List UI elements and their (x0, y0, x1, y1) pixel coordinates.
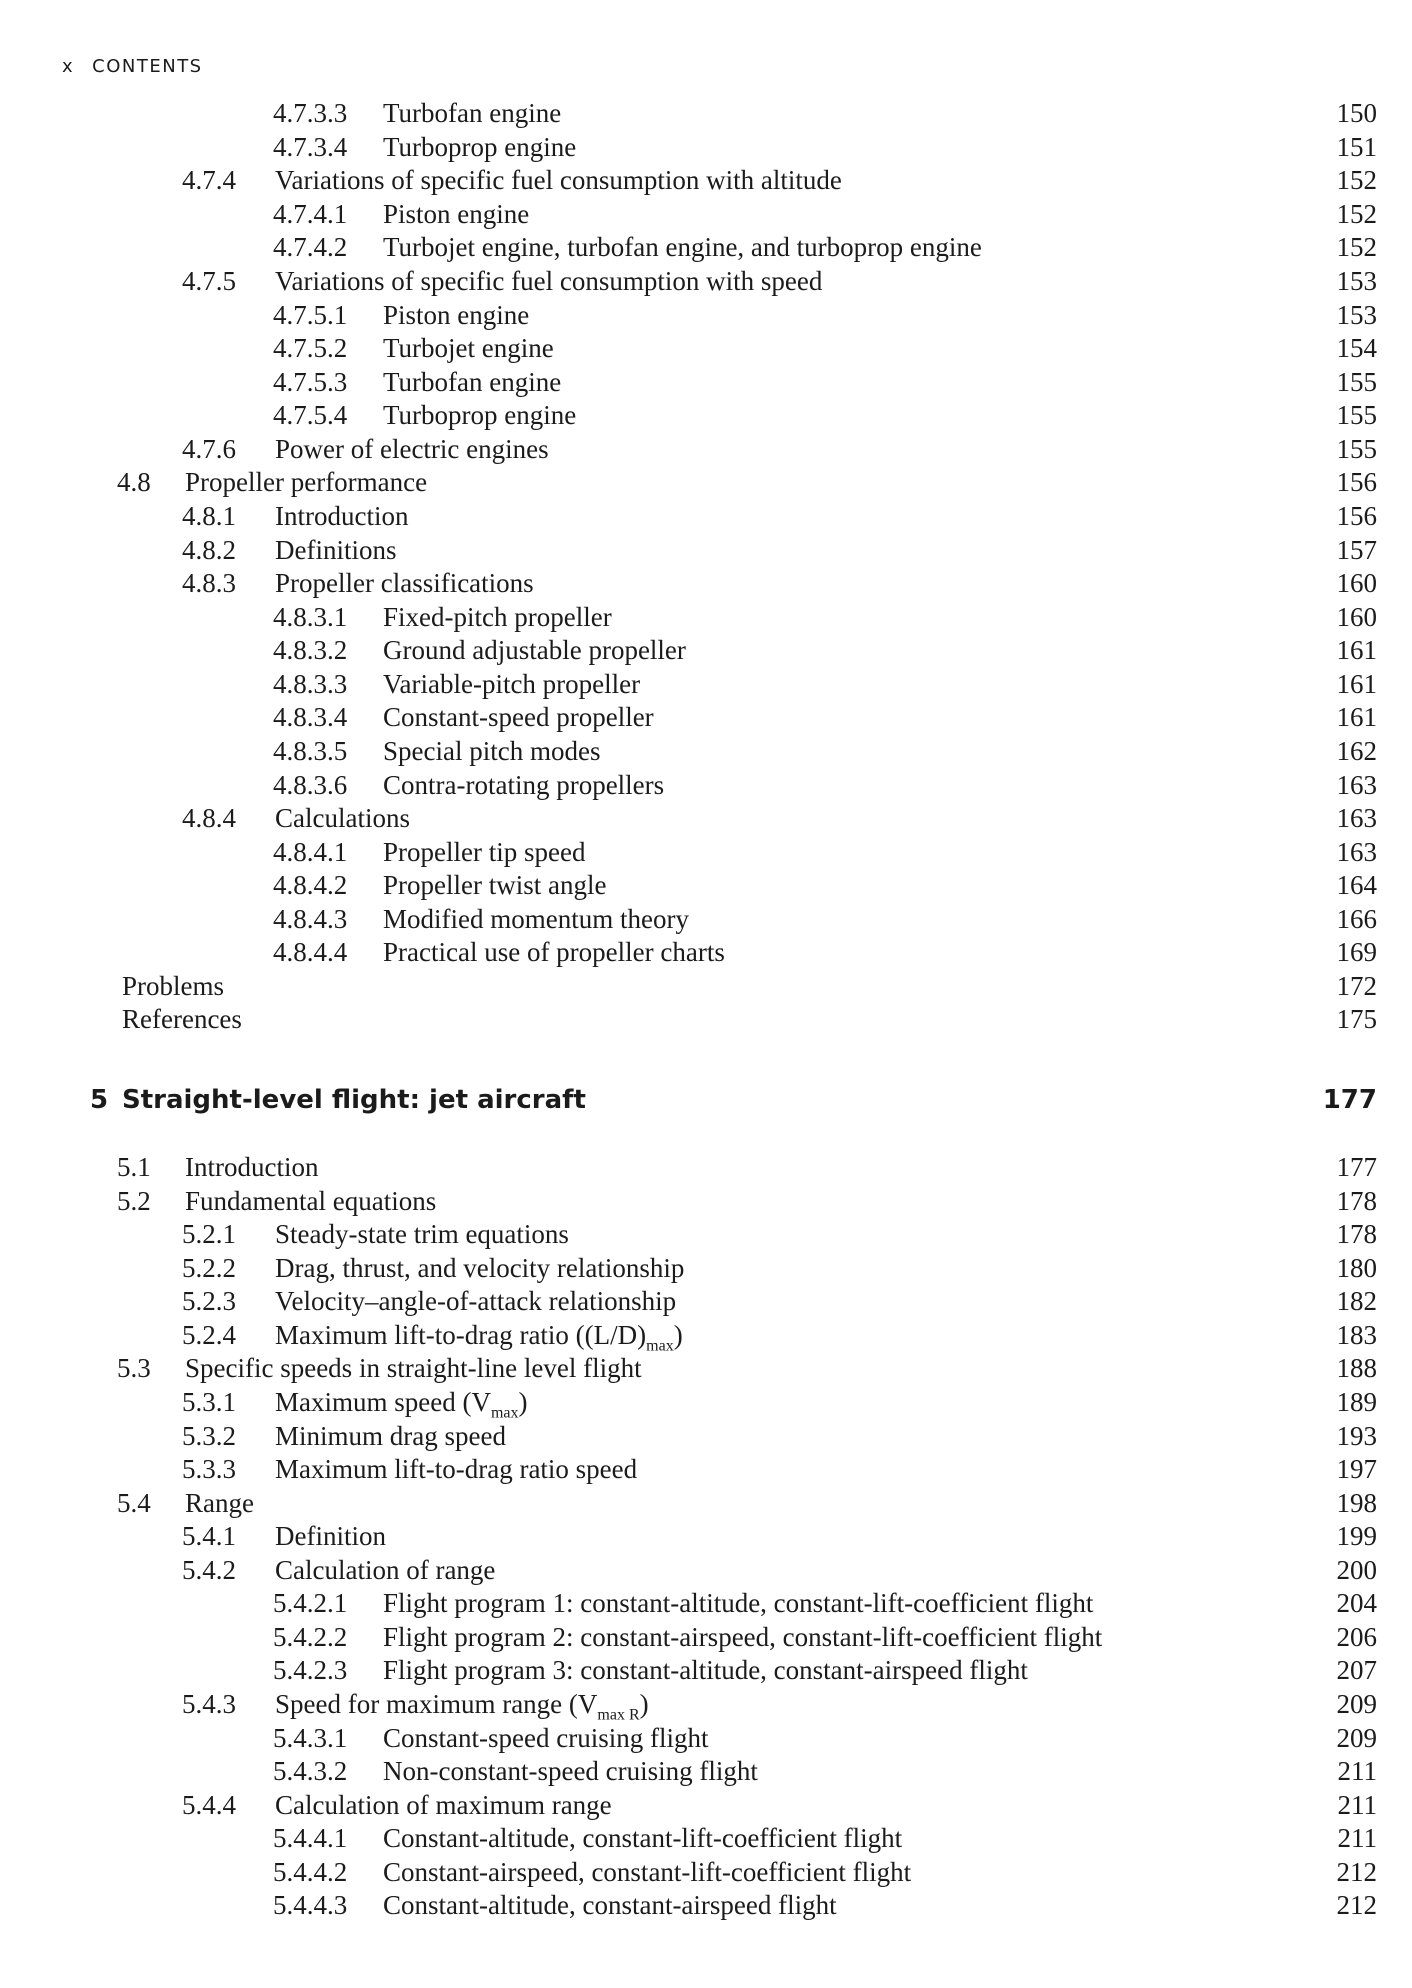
entry-number: 5.3.3 (182, 1454, 236, 1484)
entry-title: Minimum drag speed (275, 1421, 506, 1451)
entry-number: 5.3 (117, 1353, 151, 1383)
entry-number: 4.8.3.5 (273, 736, 348, 766)
entry-page-number: 199 (1336, 1521, 1377, 1551)
entry-page-number: 177 (1322, 1085, 1377, 1115)
entry-number: 4.8.3 (182, 568, 236, 598)
toc-entry (0, 734, 1412, 768)
entry-page-number: 155 (1336, 434, 1377, 464)
entry-title: Variable-pitch propeller (383, 669, 641, 699)
entry-title: Propeller performance (185, 467, 428, 497)
entry-title: Specific speeds in straight-line level flight (185, 1353, 642, 1383)
entry-title: Calculations (275, 803, 410, 833)
entry-page-number: 212 (1336, 1890, 1377, 1920)
entry-page-number: 150 (1336, 98, 1377, 128)
entry-page-number: 152 (1336, 199, 1377, 229)
entry-title: Propeller classifications (275, 568, 534, 598)
entry-title: Turbojet engine (383, 333, 554, 363)
toc-entry (0, 1788, 1412, 1822)
entry-title: Propeller tip speed (383, 837, 586, 867)
toc-entry (0, 1452, 1412, 1486)
toc-entry (0, 667, 1412, 701)
entry-page-number: 206 (1336, 1622, 1377, 1652)
entry-number: 5.3.1 (182, 1387, 236, 1417)
entry-title: Piston engine (383, 199, 530, 229)
toc-entry (0, 868, 1412, 902)
chapter-heading (0, 1083, 1412, 1117)
entry-number: 4.7.4.2 (273, 232, 348, 262)
entry-title: Maximum speed $(V_{max})$ (275, 1387, 528, 1422)
entry-number: 5.4.4.1 (273, 1823, 348, 1853)
entry-page-number: 152 (1336, 165, 1377, 195)
entry-title: Maximum lift-to-drag ratio $((L/D)_{max})$ (275, 1320, 683, 1355)
entry-number: 4.7.5.4 (273, 400, 348, 430)
entry-number: 5.4.3.1 (273, 1723, 348, 1753)
toc-entry (0, 935, 1412, 969)
entry-number: 5.4.2.1 (273, 1588, 348, 1618)
entry-title: Calculation of maximum range (275, 1790, 612, 1820)
entry-number: 4.7.4.1 (273, 199, 348, 229)
toc-entry (0, 1821, 1412, 1855)
entry-title: Special pitch modes (383, 736, 601, 766)
toc-entry (0, 1519, 1412, 1553)
entry-title: Contra-rotating propellers (383, 770, 665, 800)
entry-page-number: 207 (1336, 1655, 1377, 1685)
entry-number: 5.4.4.3 (273, 1890, 348, 1920)
entry-number: 5.3.2 (182, 1421, 236, 1451)
running-head-title: CONTENTS (92, 56, 203, 77)
entry-page-number: 154 (1336, 333, 1377, 363)
toc-entry (0, 633, 1412, 667)
entry-title: Range (185, 1488, 254, 1518)
entry-number: 4.8.2 (182, 535, 236, 565)
entry-number: 4.7.6 (182, 434, 236, 464)
entry-page-number: 189 (1336, 1387, 1377, 1417)
entry-number: 5.4.2 (182, 1555, 236, 1585)
toc-entry (0, 1721, 1412, 1755)
entry-page-number: 180 (1336, 1253, 1377, 1283)
toc-entry (0, 163, 1412, 197)
entry-title: Constant-altitude, constant-airspeed flight (383, 1890, 837, 1920)
entry-title: Speed for maximum range $(V_{max R})$ (275, 1689, 649, 1724)
entry-title: Calculation of range (275, 1555, 496, 1585)
entry-title: Introduction (275, 501, 409, 531)
entry-page-number: 156 (1336, 467, 1377, 497)
entry-number: 4.8 (117, 467, 151, 497)
entry-subscript: max (646, 1337, 674, 1355)
entry-number: 4.8.3.6 (273, 770, 348, 800)
entry-title: Straight-level flight: jet aircraft (122, 1085, 586, 1115)
toc-entry (0, 1486, 1412, 1520)
entry-page-number: 193 (1336, 1421, 1377, 1451)
toc-entry (0, 533, 1412, 567)
entry-number: 5.4 (117, 1488, 151, 1518)
entry-page-number: 163 (1336, 770, 1377, 800)
entry-number: 5.4.3 (182, 1689, 236, 1719)
entry-number: 5.2.2 (182, 1253, 236, 1283)
entry-page-number: 156 (1336, 501, 1377, 531)
entry-page-number: 153 (1336, 266, 1377, 296)
entry-page-number: 166 (1336, 904, 1377, 934)
entry-title: References (122, 1004, 242, 1034)
entry-number: 5.4.2.3 (273, 1655, 348, 1685)
entry-title: Flight program 2: constant-airspeed, constant-lift-coefficient flight (383, 1622, 1103, 1652)
entry-title: Turbojet engine, turbofan engine, and turboprop engine (383, 232, 982, 262)
entry-page-number: 153 (1336, 300, 1377, 330)
entry-number: 5.2.3 (182, 1286, 236, 1316)
toc-entry (0, 1754, 1412, 1788)
entry-page-number: 161 (1336, 635, 1377, 665)
entry-title: Fixed-pitch propeller (383, 602, 612, 632)
entry-number: 5.4.3.2 (273, 1756, 348, 1786)
entry-number: 5.2 (117, 1186, 151, 1216)
entry-number: 4.7.5.3 (273, 367, 348, 397)
entry-page-number: 200 (1336, 1555, 1377, 1585)
entry-number: 4.8.3.3 (273, 669, 348, 699)
entry-page-number: 164 (1336, 870, 1377, 900)
entry-page-number: 212 (1336, 1857, 1377, 1887)
entry-page-number: 162 (1336, 736, 1377, 766)
entry-number: 4.7.4 (182, 165, 236, 195)
entry-page-number: 178 (1336, 1186, 1377, 1216)
entry-title: Modified momentum theory (383, 904, 689, 934)
toc-entry (0, 801, 1412, 835)
entry-title: Fundamental equations (185, 1186, 437, 1216)
entry-title: Introduction (185, 1152, 319, 1182)
entry-title: Definition (275, 1521, 386, 1551)
entry-number: 5 (90, 1085, 109, 1115)
toc-entry (0, 432, 1412, 466)
toc-entry (0, 398, 1412, 432)
entry-title: Piston engine (383, 300, 530, 330)
entry-number: 4.8.3.4 (273, 702, 348, 732)
entry-number: 4.7.5.2 (273, 333, 348, 363)
entry-title: Turbofan engine (383, 367, 562, 397)
entry-subscript: max (490, 1404, 519, 1422)
entry-number: 4.8.4.1 (273, 837, 348, 867)
entry-title: Steady-state trim equations (275, 1219, 569, 1249)
toc-entry (0, 1620, 1412, 1654)
toc-entry (0, 298, 1412, 332)
entry-number: 5.4.1 (182, 1521, 236, 1551)
entry-page-number: 151 (1336, 132, 1377, 162)
entry-number: 4.7.5.1 (273, 300, 348, 330)
toc-entry (0, 96, 1412, 130)
entry-number: 4.8.4.2 (273, 870, 348, 900)
toc-entry (0, 835, 1412, 869)
entry-title: Variations of specific fuel consumption with altitude (275, 165, 842, 195)
entry-title: Practical use of propeller charts (383, 937, 725, 967)
entry-page-number: 183 (1336, 1320, 1377, 1350)
entry-title: Drag, thrust, and velocity relationship (275, 1253, 685, 1283)
toc-entry (0, 902, 1412, 936)
toc-entry (0, 130, 1412, 164)
toc-entry (0, 1002, 1412, 1036)
toc-entry (0, 1284, 1412, 1318)
entry-page-number: 188 (1336, 1353, 1377, 1383)
entry-number: 4.8.4.4 (273, 937, 348, 967)
toc-entry (0, 1855, 1412, 1889)
entry-number: 5.2.1 (182, 1219, 236, 1249)
entry-title: Constant-speed propeller (383, 702, 654, 732)
entry-number: 4.8.3.2 (273, 635, 348, 665)
entry-subscript: max R (597, 1706, 640, 1724)
entry-title: Constant-speed cruising flight (383, 1723, 709, 1753)
entry-page-number: 211 (1337, 1823, 1377, 1853)
toc-entry (0, 1385, 1412, 1422)
entry-page-number: 160 (1336, 602, 1377, 632)
entry-title: Constant-altitude, constant-lift-coefficient flight (383, 1823, 903, 1853)
entry-title: Propeller twist angle (383, 870, 607, 900)
toc-entry (0, 1687, 1412, 1724)
entry-page-number: 198 (1336, 1488, 1377, 1518)
entry-title: Power of electric engines (275, 434, 549, 464)
entry-number: 5.4.4.2 (273, 1857, 348, 1887)
toc-entry (0, 197, 1412, 231)
toc-entry (0, 1419, 1412, 1453)
entry-number: 4.8.4.3 (273, 904, 348, 934)
toc-entry (0, 1586, 1412, 1620)
entry-page-number: 160 (1336, 568, 1377, 598)
entry-number: 4.8.1 (182, 501, 236, 531)
toc-entry (0, 1150, 1412, 1184)
toc-entry (0, 230, 1412, 264)
toc-entry (0, 1888, 1412, 1922)
entry-page-number: 169 (1336, 937, 1377, 967)
entry-page-number: 172 (1336, 971, 1377, 1001)
entry-page-number: 175 (1336, 1004, 1377, 1034)
toc-entry (0, 331, 1412, 365)
entry-number: 4.8.4 (182, 803, 236, 833)
entry-title: Turbofan engine (383, 98, 562, 128)
toc-entry (0, 700, 1412, 734)
toc-entry (0, 1653, 1412, 1687)
entry-number: 4.7.3.3 (273, 98, 348, 128)
entry-title: Flight program 1: constant-altitude, constant-lift-coefficient flight (383, 1588, 1094, 1618)
toc-entry (0, 566, 1412, 600)
entry-title: Velocity–angle-of-attack relationship (275, 1286, 677, 1316)
toc-entry (0, 1351, 1412, 1385)
toc-entry (0, 600, 1412, 634)
entry-page-number: 163 (1336, 803, 1377, 833)
entry-page-number: 161 (1336, 669, 1377, 699)
entry-number: 5.1 (117, 1152, 151, 1182)
entry-title: Constant-airspeed, constant-lift-coefficient flight (383, 1857, 912, 1887)
entry-page-number: 152 (1336, 232, 1377, 262)
entry-number: 4.7.3.4 (273, 132, 348, 162)
toc-entry (0, 1184, 1412, 1218)
entry-number: 4.7.5 (182, 266, 236, 296)
entry-page-number: 161 (1336, 702, 1377, 732)
entry-title: Turboprop engine (383, 132, 577, 162)
entry-page-number: 178 (1336, 1219, 1377, 1249)
entry-page-number: 182 (1336, 1286, 1377, 1316)
entry-page-number: 209 (1336, 1723, 1377, 1753)
entry-page-number: 197 (1336, 1454, 1377, 1484)
entry-title: Non-constant-speed cruising flight (383, 1756, 758, 1786)
entry-title: Definitions (275, 535, 397, 565)
entry-page-number: 177 (1336, 1152, 1377, 1182)
toc-entry (0, 1217, 1412, 1251)
toc-entry (0, 768, 1412, 802)
entry-page-number: 155 (1336, 400, 1377, 430)
entry-title: Ground adjustable propeller (383, 635, 686, 665)
entry-page-number: 211 (1337, 1790, 1377, 1820)
entry-page-number: 211 (1337, 1756, 1377, 1786)
entry-title: Turboprop engine (383, 400, 577, 430)
entry-page-number: 155 (1336, 367, 1377, 397)
entry-number: 5.4.2.2 (273, 1622, 348, 1652)
entry-title: Flight program 3: constant-altitude, constant-airspeed flight (383, 1655, 1028, 1685)
entry-number: 5.4.4 (182, 1790, 236, 1820)
page-folio: x (62, 56, 75, 77)
entry-title: Problems (122, 971, 225, 1001)
toc-entry (0, 1318, 1412, 1355)
toc-entry (0, 365, 1412, 399)
entry-page-number: 157 (1336, 535, 1377, 565)
entry-number: 5.2.4 (182, 1320, 236, 1350)
entry-title: Variations of specific fuel consumption with speed (275, 266, 823, 296)
toc-entry (0, 465, 1412, 499)
toc-entry (0, 1251, 1412, 1285)
entry-title: Maximum lift-to-drag ratio speed (275, 1454, 638, 1484)
entry-page-number: 163 (1336, 837, 1377, 867)
toc-entry (0, 499, 1412, 533)
entry-page-number: 209 (1336, 1689, 1377, 1719)
toc-entry (0, 1553, 1412, 1587)
toc-entry (0, 969, 1412, 1003)
entry-number: 4.8.3.1 (273, 602, 348, 632)
toc-entry (0, 264, 1412, 298)
running-head (62, 56, 203, 77)
entry-page-number: 204 (1336, 1588, 1377, 1618)
